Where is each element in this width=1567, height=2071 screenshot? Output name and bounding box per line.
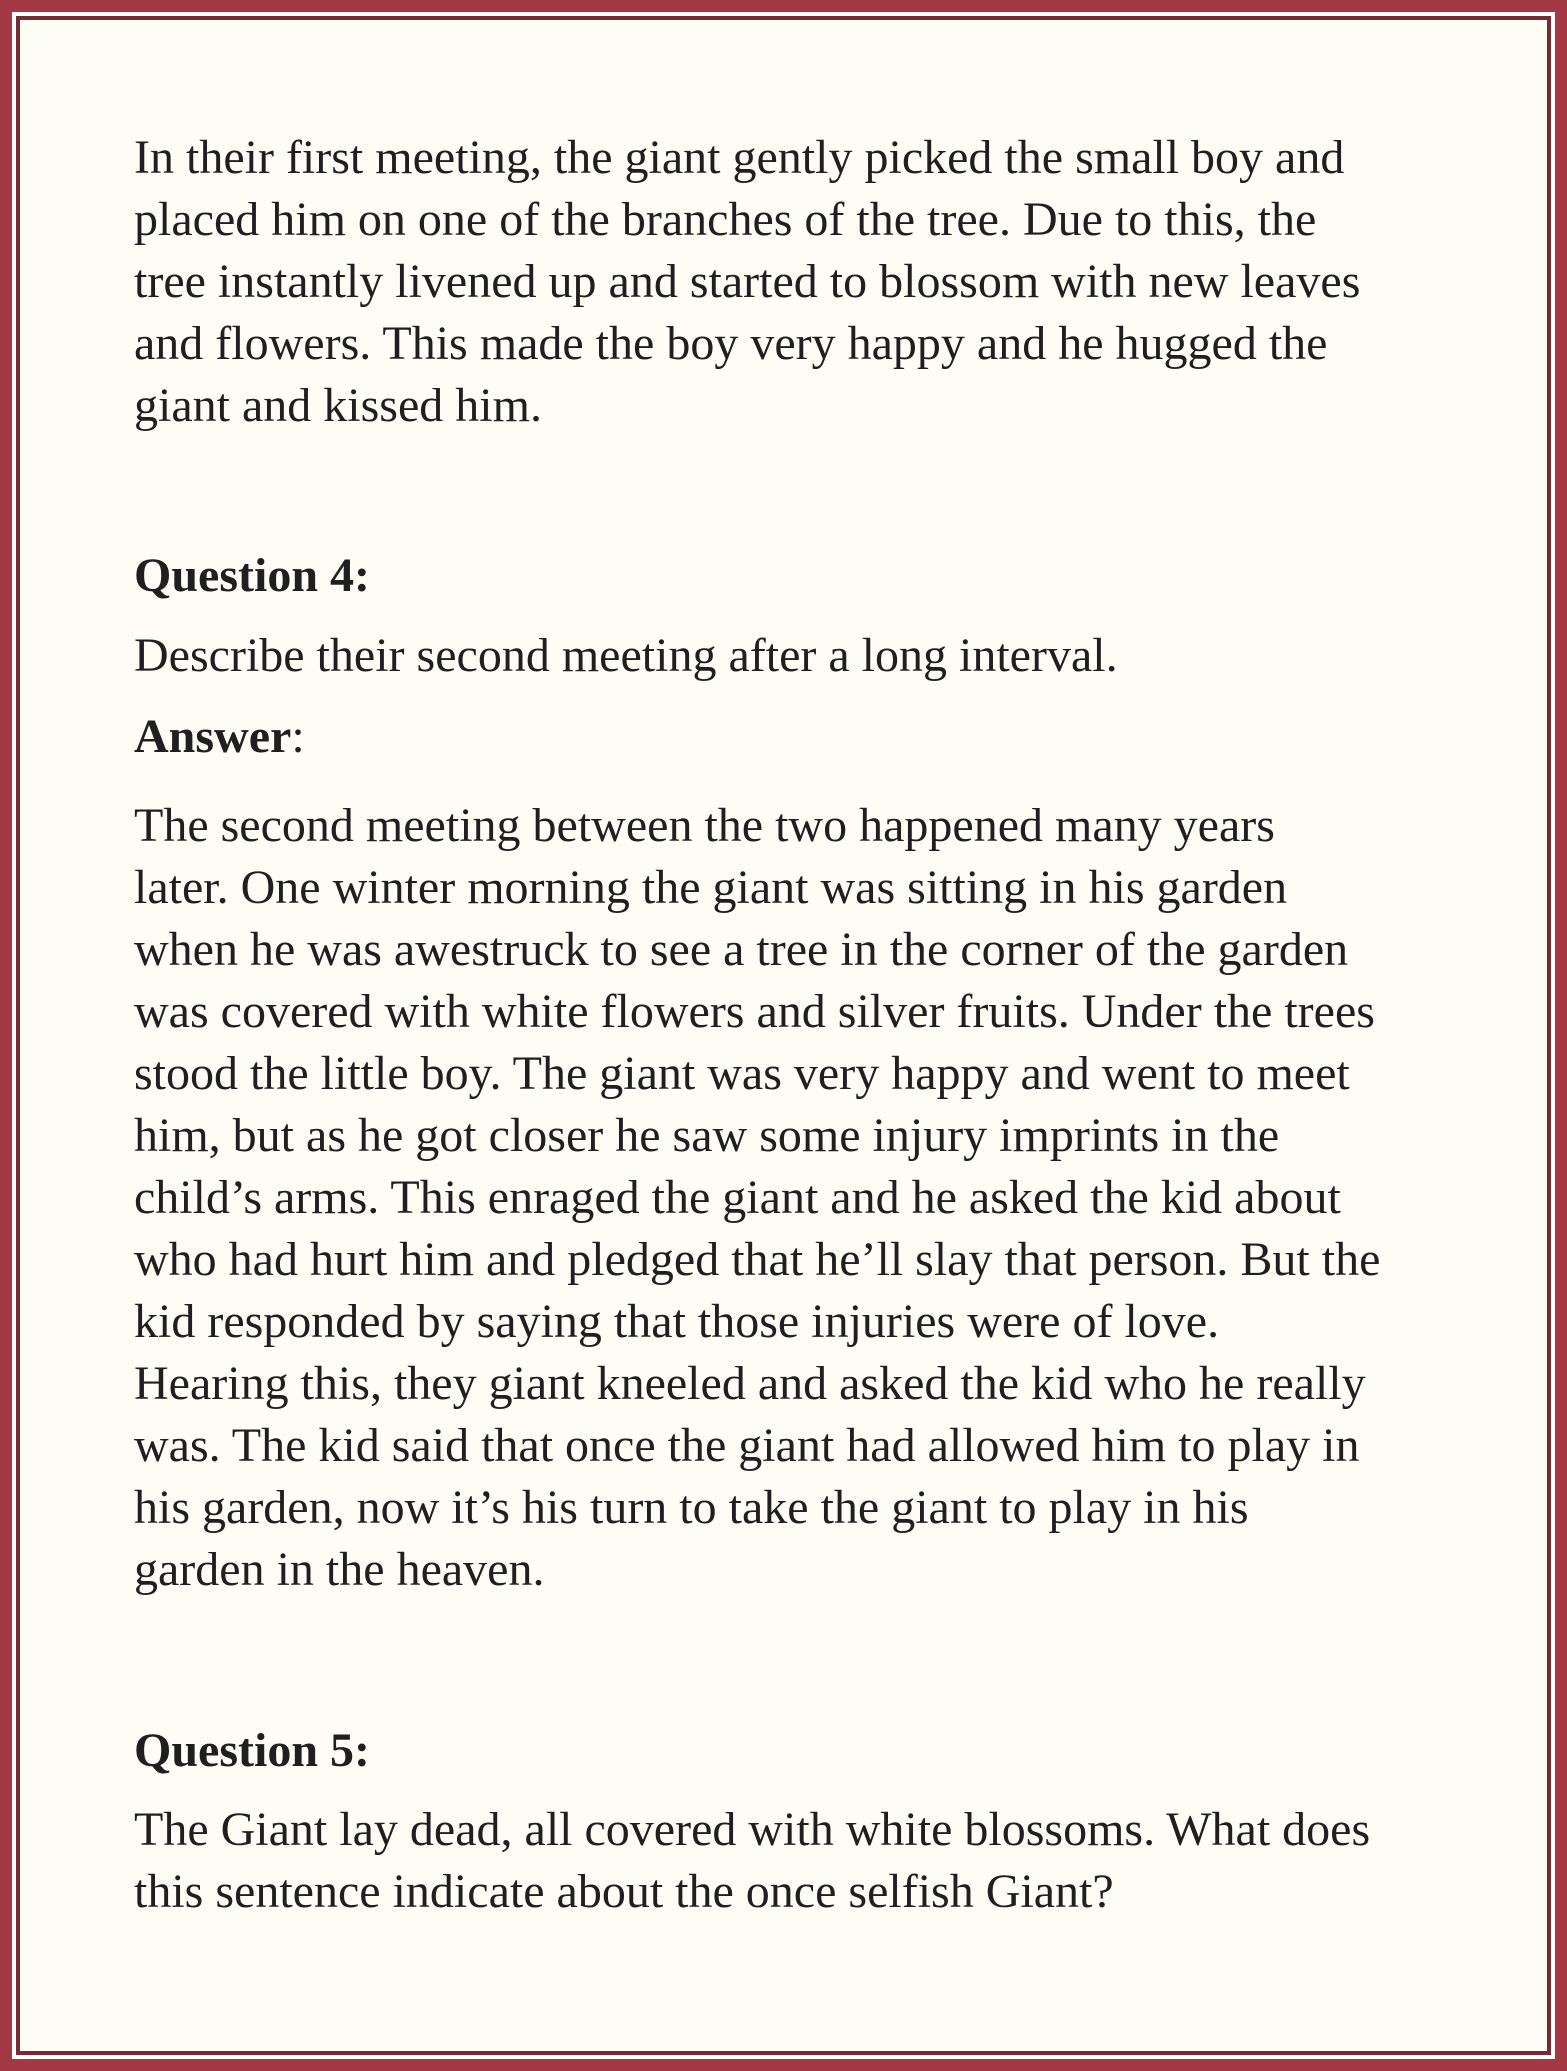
text-line: kid responded by saying that those injuries were of love. bbox=[134, 1295, 1220, 1348]
text-line: was. The kid said that once the giant had allowed him to play in bbox=[134, 1419, 1360, 1472]
answer-paragraph bbox=[134, 795, 1487, 1601]
text-line: was covered with white flowers and silver fruits. Under the trees bbox=[134, 985, 1375, 1038]
text-line: tree instantly livened up and started to blossom with new leaves bbox=[134, 255, 1361, 308]
page-border-gap bbox=[12, 12, 1555, 2059]
page-content bbox=[20, 20, 1547, 1923]
text-line: garden in the heaven. bbox=[134, 1543, 545, 1596]
answer-label: Answer bbox=[134, 710, 292, 763]
question-5-heading: Question 5: bbox=[134, 1724, 371, 1777]
text-line: giant and kissed him. bbox=[134, 379, 542, 432]
text-line: The second meeting between the two happened many years bbox=[134, 799, 1275, 852]
text-line: who had hurt him and pledged that he’ll slay that person. But the bbox=[134, 1233, 1381, 1286]
question-5-text bbox=[134, 1799, 1487, 1923]
text-line: his garden, now it’s his turn to take the giant to play in his bbox=[134, 1481, 1249, 1534]
page-inner-border bbox=[16, 16, 1551, 2055]
text-line: him, but as he got closer he saw some injury imprints in the bbox=[134, 1109, 1280, 1162]
text-line: child’s arms. This enraged the giant and he asked the kid about bbox=[134, 1171, 1341, 1224]
text-line: later. One winter morning the giant was sitting in his garden bbox=[134, 861, 1288, 914]
text-line: The Giant lay dead, all covered with white blossoms. What does bbox=[134, 1803, 1371, 1856]
text-line: and flowers. This made the boy very happy and he hugged the bbox=[134, 317, 1328, 370]
text-line: In their first meeting, the giant gently picked the small boy and bbox=[134, 131, 1345, 184]
text-line: placed him on one of the branches of the tree. Due to this, the bbox=[134, 193, 1317, 246]
answer-heading bbox=[134, 706, 1487, 768]
text-line: Hearing this, they giant kneeled and asked the kid who he really bbox=[134, 1357, 1366, 1410]
text-line: stood the little boy. The giant was very happy and went to meet bbox=[134, 1047, 1350, 1100]
text-line: this sentence indicate about the once selfish Giant? bbox=[134, 1865, 1114, 1918]
text-line: when he was awestruck to see a tree in the corner of the garden bbox=[134, 923, 1349, 976]
intro-paragraph bbox=[134, 127, 1487, 437]
question-4-text: Describe their second meeting after a long interval. bbox=[134, 629, 1118, 682]
question-4-heading: Question 4: bbox=[134, 549, 371, 602]
answer-colon: : bbox=[291, 710, 305, 763]
